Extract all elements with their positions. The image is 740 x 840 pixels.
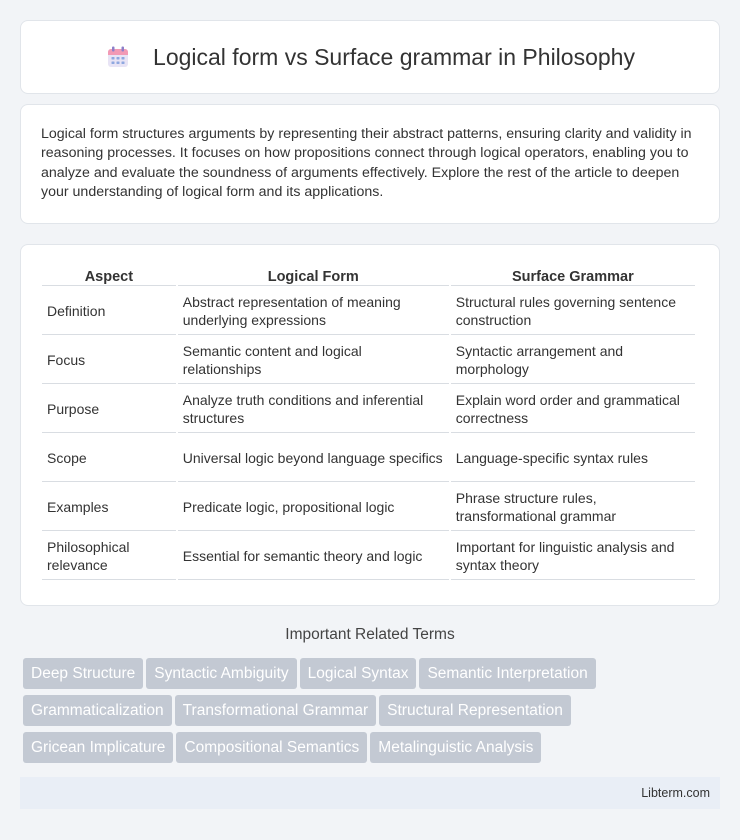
comparison-table	[40, 263, 697, 582]
table-cell: Abstract representation of meaning underlying expressions	[178, 288, 449, 335]
table-cell: Syntactic arrangement and morphology	[451, 337, 695, 384]
related-terms-list	[23, 658, 723, 769]
table-cell: Examples	[42, 484, 176, 531]
table-cell: Essential for semantic theory and logic	[178, 533, 449, 580]
table-header-row	[42, 265, 695, 286]
page-title: Logical form vs Surface grammar in Philosophy	[153, 43, 635, 70]
related-term-tag[interactable]: Gricean Implicature	[23, 732, 173, 763]
related-term-tag[interactable]: Logical Syntax	[300, 658, 417, 689]
related-term-tag[interactable]: Compositional Semantics	[176, 732, 367, 763]
related-term-tag[interactable]: Deep Structure	[23, 658, 143, 689]
column-header-logical-form: Logical Form	[178, 265, 449, 286]
intro-text: Logical form structures arguments by representing their abstract patterns, ensuring clarity and validity in reasoning processes. It focuses on how propositions connect through logical operators, enabling you to analyze and evaluate the soundness of arguments effectively. Explore the rest of the article to deepen your understanding of logical form and its applications.	[41, 126, 692, 201]
table-row	[42, 386, 695, 433]
table-cell: Purpose	[42, 386, 176, 433]
footer-site-link[interactable]: Libterm.com	[641, 786, 710, 800]
table-cell: Focus	[42, 337, 176, 384]
table-row	[42, 337, 695, 384]
table-cell: Explain word order and grammatical correctness	[451, 386, 695, 433]
table-cell: Predicate logic, propositional logic	[178, 484, 449, 531]
related-term-tag[interactable]: Semantic Interpretation	[419, 658, 595, 689]
column-header-surface-grammar: Surface Grammar	[451, 265, 695, 286]
related-term-tag[interactable]: Structural Representation	[379, 695, 571, 726]
related-term-tag[interactable]: Syntactic Ambiguity	[146, 658, 296, 689]
table-cell: Phrase structure rules, transformational grammar	[451, 484, 695, 531]
footer	[20, 777, 720, 809]
table-row	[42, 435, 695, 482]
title-card	[20, 20, 720, 94]
table-row	[42, 533, 695, 580]
table-row	[42, 484, 695, 531]
intro-card	[20, 104, 720, 224]
table-cell: Important for linguistic analysis and syntax theory	[451, 533, 695, 580]
table-cell: Analyze truth conditions and inferential structures	[178, 386, 449, 433]
related-term-tag[interactable]: Transformational Grammar	[175, 695, 376, 726]
column-header-aspect: Aspect	[42, 265, 176, 286]
table-cell: Language-specific syntax rules	[451, 435, 695, 482]
table-cell: Universal logic beyond language specifics	[178, 435, 449, 482]
calendar-icon	[105, 44, 131, 70]
related-terms-title: Important Related Terms	[285, 626, 455, 643]
table-cell: Semantic content and logical relationships	[178, 337, 449, 384]
related-term-tag[interactable]: Grammaticalization	[23, 695, 172, 726]
table-cell: Structural rules governing sentence construction	[451, 288, 695, 335]
related-term-tag[interactable]: Metalinguistic Analysis	[370, 732, 541, 763]
table-cell: Philosophical relevance	[42, 533, 176, 580]
table-row	[42, 288, 695, 335]
table-cell: Scope	[42, 435, 176, 482]
comparison-card	[20, 244, 720, 606]
table-cell: Definition	[42, 288, 176, 335]
